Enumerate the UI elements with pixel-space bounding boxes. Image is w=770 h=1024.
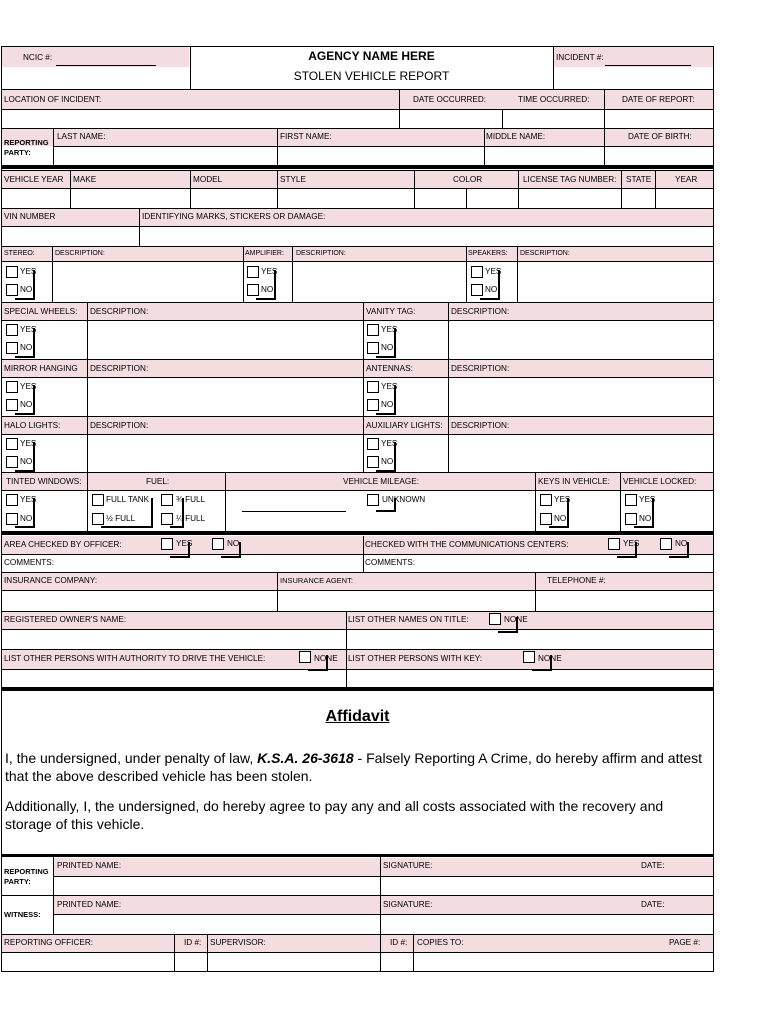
affidavit-title: Affidavit xyxy=(325,708,390,725)
style-label: STYLE xyxy=(280,175,306,184)
insurance-company-label: INSURANCE COMPANY: xyxy=(4,576,98,585)
comm-centers-label: CHECKED WITH THE COMMUNICATIONS CENTERS: xyxy=(365,540,569,549)
incident-label: INCIDENT #: xyxy=(556,53,604,62)
agency-name: AGENCY NAME HERE xyxy=(308,49,435,63)
tag-year-label: YEAR xyxy=(675,175,698,184)
witness-label: WITNESS: xyxy=(4,910,41,919)
witness-signature-label: SIGNATURE: xyxy=(383,900,433,909)
make-label: MAKE xyxy=(73,175,97,184)
vin-label: VIN NUMBER xyxy=(4,212,56,221)
model-label: MODEL xyxy=(193,175,223,184)
vanity-tag-label: VANITY TAG: xyxy=(366,307,416,316)
amplifier-label: AMPLIFIER: xyxy=(245,250,284,257)
rp-date-label: DATE: xyxy=(641,861,665,870)
registered-owner-label: REGISTERED OWNER'S NAME: xyxy=(4,615,127,624)
middle-name-label: MIDDLE NAME: xyxy=(486,132,546,141)
antennas-label: ANTENNAS: xyxy=(366,364,413,373)
state-label: STATE xyxy=(626,175,652,184)
auxiliary-lights-label: AUXILIARY LIGHTS: xyxy=(366,421,443,430)
witness-date-label: DATE: xyxy=(641,900,665,909)
vehicle-year-label: VEHICLE YEAR xyxy=(4,175,64,184)
ncic-label: NCIC #: xyxy=(23,53,53,62)
supervisor-id-label: ID #: xyxy=(390,938,408,947)
date-occurred-label: DATE OCCURRED: xyxy=(413,95,487,104)
last-name-label: LAST NAME: xyxy=(57,132,106,141)
affidavit-paragraph-2: Additionally, I, the undersigned, do hereby agree to pay any and all costs associated with the recovery and storage of this vehicle. xyxy=(5,798,664,832)
report-title: STOLEN VEHICLE REPORT xyxy=(293,69,450,83)
halo-lights-label: HALO LIGHTS: xyxy=(4,421,61,430)
mileage-input-line[interactable] xyxy=(242,511,346,512)
stereo-label: STEREO: xyxy=(4,250,35,257)
dob-label: DATE OF BIRTH: xyxy=(628,132,692,141)
identifying-marks-label: IDENTIFYING MARKS, STICKERS OR DAMAGE: xyxy=(142,212,326,221)
tinted-windows-label: TINTED WINDOWS: xyxy=(6,477,82,486)
fuel-label: FUEL: xyxy=(146,477,170,486)
rp-signature-label: SIGNATURE: xyxy=(383,861,433,870)
mirror-hanging-label: MIRROR HANGING xyxy=(4,364,78,373)
first-name-label: FIRST NAME: xyxy=(280,132,332,141)
vehicle-locked-label: VEHICLE LOCKED: xyxy=(623,477,697,486)
speakers-description-label: DESCRIPTION: xyxy=(520,250,570,257)
statute-reference: K.S.A. 26-3618 xyxy=(257,750,354,766)
witness-printed-name-label: PRINTED NAME: xyxy=(57,900,122,909)
authority-to-drive-label: LIST OTHER PERSONS WITH AUTHORITY TO DRIVE THE VEHICLE: xyxy=(4,654,266,663)
speakers-label: SPEAKERS: xyxy=(468,250,508,257)
stereo-description-label: DESCRIPTION: xyxy=(55,250,105,257)
reporting-party-side-2: PARTY: xyxy=(4,148,31,157)
supervisor-label: SUPERVISOR: xyxy=(210,938,266,947)
reporting-party-side-1: REPORTING xyxy=(4,138,49,147)
time-occurred-label: TIME OCCURRED: xyxy=(518,95,590,104)
persons-with-key-label: LIST OTHER PERSONS WITH KEY: xyxy=(348,654,483,663)
copies-to-label: COPIES TO: xyxy=(417,938,464,947)
telephone-label: TELEPHONE #: xyxy=(547,576,606,585)
other-names-title-label: LIST OTHER NAMES ON TITLE: xyxy=(348,615,469,624)
color-label: COLOR xyxy=(453,175,483,184)
vehicle-mileage-label: VEHICLE MILEAGE: xyxy=(343,477,419,486)
area-checked-label: AREA CHECKED BY OFFICER: xyxy=(4,540,122,549)
reporting-officer-label: REPORTING OFFICER: xyxy=(4,938,94,947)
amplifier-description-label: DESCRIPTION: xyxy=(296,250,346,257)
location-label: LOCATION OF INCIDENT: xyxy=(4,95,102,104)
insurance-agent-label: INSURANCE AGENT: xyxy=(280,576,353,585)
rp-printed-name-label: PRINTED NAME: xyxy=(57,861,122,870)
incident-input-line[interactable] xyxy=(605,65,691,66)
ncic-input-line[interactable] xyxy=(56,65,156,66)
license-tag-label: LICENSE TAG NUMBER: xyxy=(523,175,617,184)
page-label: PAGE #: xyxy=(669,938,701,947)
keys-in-vehicle-label: KEYS IN VEHICLE: xyxy=(538,477,610,486)
special-wheels-label: SPECIAL WHEELS: xyxy=(4,307,78,316)
date-of-report-label: DATE OF REPORT: xyxy=(622,95,695,104)
affidavit-paragraph-1: I, the undersigned, under penalty of law, K.S.A. 26-3618 - Falsely Reporting A Crime, do hereby affirm and attest that the above described vehicle has been stolen. xyxy=(5,750,703,784)
comments-label-right: COMMENTS: xyxy=(365,558,416,567)
officer-id-label: ID #: xyxy=(184,938,202,947)
comments-label-left: COMMENTS: xyxy=(4,558,55,567)
